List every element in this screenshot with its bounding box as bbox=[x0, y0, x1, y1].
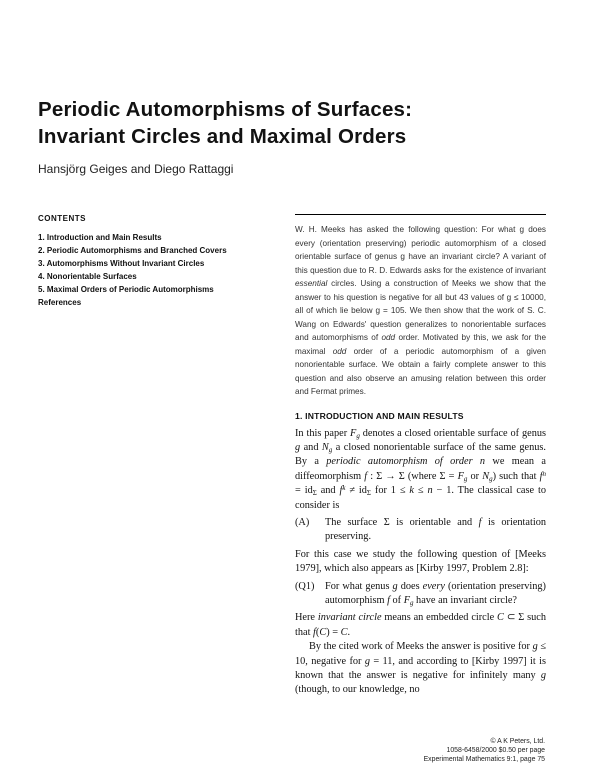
journal-footer bbox=[424, 737, 545, 765]
two-column-body bbox=[38, 214, 546, 698]
condition-item-A-text: The surface Σ is orientable and f is orientation preserving. bbox=[325, 516, 546, 543]
contents-item-4: 4. Nonorientable Surfaces bbox=[38, 272, 137, 281]
footer-copyright: © A K Peters, Ltd. bbox=[490, 738, 545, 745]
paper-title bbox=[38, 96, 558, 150]
contents-item-5: 5. Maximal Orders of Periodic Automorphisms bbox=[38, 285, 214, 294]
contents-list bbox=[38, 231, 256, 309]
abstract-divider-rule bbox=[295, 214, 546, 215]
title-block bbox=[38, 96, 558, 176]
contents-item-2: 2. Periodic Automorphisms and Branched Covers bbox=[38, 246, 227, 255]
paragraph-meeks-result: By the cited work of Meeks the answer is positive for g ≤ 10, negative for g = 11, and according to [Kirby 1997] it is known that the answer is negative for infinitely many g (though, to our knowledge, no bbox=[295, 641, 547, 696]
contents-box bbox=[38, 214, 256, 698]
paragraph-invariant-circle: Here invariant circle means an embedded circle C ⊂ Σ such that f(C) = C. bbox=[295, 612, 546, 638]
question-item-Q1 bbox=[295, 580, 546, 609]
paragraph-intro: In this paper $F_g$ denotes a closed orientable surface of genus g and $N_g$ a closed nonorientable surface of the same genus. By a periodic automorphism of order n we mean a diffeomorphism f : Σ → Σ (where $\Sigma = F_g$ or $N_g$) such that $f^n = id_\Sigma$ and $f^k \ne id_\Sigma$ for 1 ≤ k ≤ n − 1. The classical case to consider is bbox=[295, 427, 547, 511]
question-item-Q1-text: For what genus g does every (orientation preserving) automorphism f of $F_g$ have an invariant circle? bbox=[325, 580, 546, 607]
abstract-text: W. H. Meeks has asked the following question: For what g does every (orientation preserving) periodic automorphism of a closed orientable surface of genus g have an invariant circle? A variant of this question due to R. D. Edwards asks for the existence of invariant essential circles. Using a construction of Meeks we show that the answer to his question is negative for all but 43 values of g ≤ 10000, all of which lie below g = 105. We then show that the work of S. C. Wang on Edwards' question generalizes to nonorientable surfaces and automorphisms of odd order. Motivated by this, we ask for the maximal odd order of a periodic automorphism of a given nonorientable surface. We obtain a fairly complete answer to this question and also observe an amusing relation between this order and Fermat primes. bbox=[295, 225, 546, 396]
condition-item-A bbox=[295, 516, 546, 545]
contents-heading: CONTENTS bbox=[38, 214, 86, 223]
title-line-2: Invariant Circles and Maximal Orders bbox=[38, 125, 407, 148]
footer-issn: 1058-6458/2000 $0.50 per page bbox=[446, 747, 545, 755]
contents-item-references: References bbox=[38, 298, 82, 307]
contents-item-3: 3. Automorphisms Without Invariant Circles bbox=[38, 259, 205, 268]
contents-item-1: 1. Introduction and Main Results bbox=[38, 233, 162, 242]
question-item-Q1-label: (Q1) bbox=[295, 580, 315, 592]
title-line-1: Periodic Automorphisms of Surfaces: bbox=[38, 98, 413, 121]
footer-journal-ref: Experimental Mathematics 9:1, page 75 bbox=[423, 756, 545, 764]
section-1-heading: 1. INTRODUCTION AND MAIN RESULTS bbox=[295, 410, 464, 421]
condition-item-A-label: (A) bbox=[295, 516, 310, 528]
paper-authors: Hansjörg Geiges and Diego Rattaggi bbox=[38, 162, 234, 176]
paragraph-question-setup: For this case we study the following question of [Meeks 1979], which also appears as [Kirby 1997, Problem 2.8]: bbox=[295, 548, 546, 575]
main-text-column bbox=[295, 214, 546, 698]
